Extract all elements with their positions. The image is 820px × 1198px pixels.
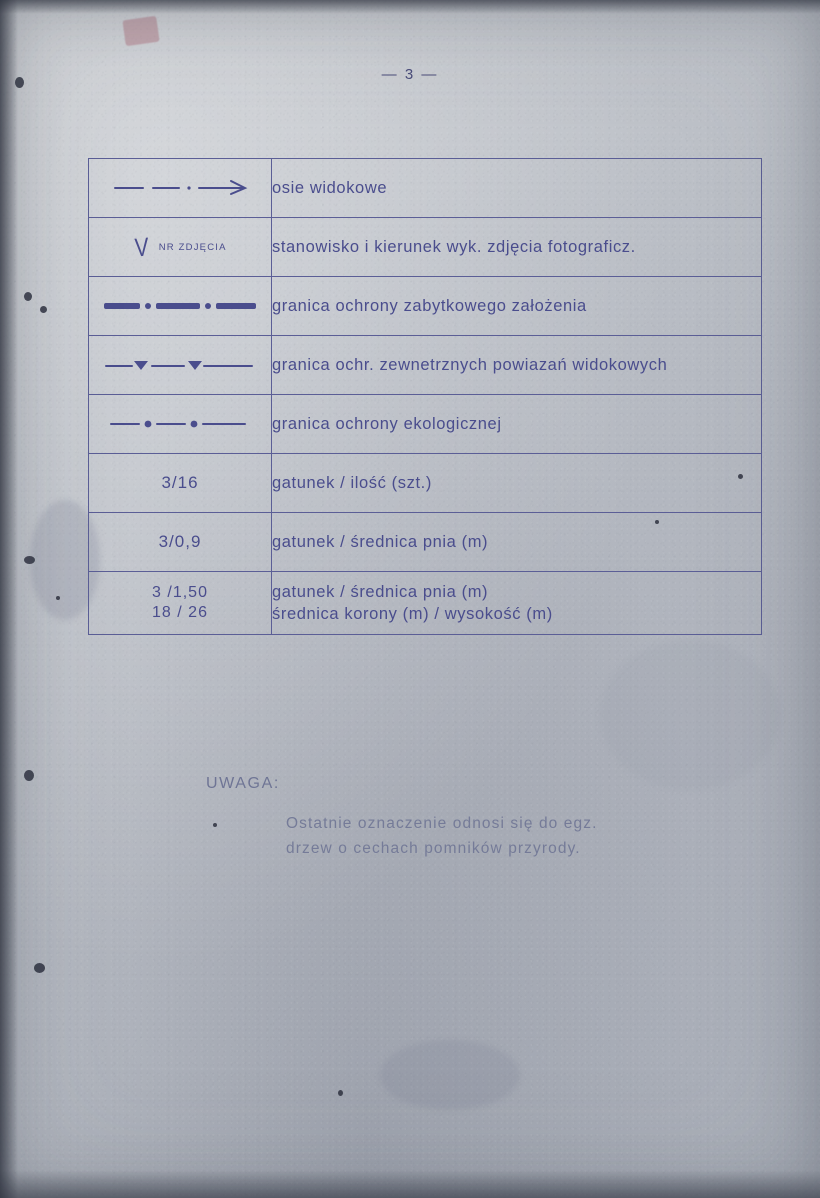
v-mark-icon: V	[134, 231, 150, 263]
legend-symbol-label: NR ZDJĘCIA	[158, 241, 227, 253]
thick-dash-dot-line-icon	[100, 298, 260, 314]
table-row	[89, 218, 762, 277]
legend-description: granica ochrony zabytkowego założenia	[272, 277, 762, 336]
table-row	[89, 454, 762, 513]
legend-description-line1: gatunek / średnica pnia (m)	[272, 582, 489, 601]
page-number: — 3 —	[381, 66, 439, 83]
table-row	[89, 395, 762, 454]
note-line-1: Ostatnie oznaczenie odnosi się do egz.	[286, 815, 598, 832]
legend-symbol-text: 3/0,9	[158, 532, 202, 551]
table-row	[89, 572, 762, 635]
dust-speck	[40, 306, 47, 313]
legend-symbol-photo-station	[89, 218, 272, 277]
legend-symbol-double-fraction	[89, 572, 272, 635]
dust-speck	[338, 1090, 343, 1096]
note-title: UWAGA:	[206, 775, 280, 792]
dust-speck	[24, 556, 35, 564]
legend-symbol-dash-dot-arrow	[89, 159, 272, 218]
legend-symbol-text-line2: 18 / 26	[152, 604, 208, 621]
legend-symbol-line-triangles	[89, 336, 272, 395]
pink-ink-mark	[122, 16, 159, 46]
table-row	[89, 336, 762, 395]
legend-description	[272, 572, 762, 635]
legend-symbol-fraction	[89, 454, 272, 513]
note-line-2: drzew o cechach pomników przyrody.	[286, 839, 581, 857]
table-row	[89, 159, 762, 218]
note-body	[286, 812, 598, 862]
dust-speck	[34, 963, 45, 973]
legend-symbol-text-line1: 3 /1,50	[152, 584, 208, 601]
dash-dot-arrow-icon	[105, 176, 255, 200]
legend-description: gatunek / ilość (szt.)	[272, 454, 762, 513]
legend-description: stanowisko i kierunek wyk. zdjęcia fotograficz.	[272, 218, 762, 277]
dust-speck	[56, 596, 60, 600]
dust-speck	[213, 823, 217, 827]
dust-speck	[24, 770, 34, 781]
line-with-dots-icon	[105, 416, 255, 432]
table-row	[89, 277, 762, 336]
legend-symbol-text: 3/16	[161, 473, 199, 492]
legend-description: gatunek / średnica pnia (m)	[272, 513, 762, 572]
legend-symbol-thick-dash-dot	[89, 277, 272, 336]
legend-symbol-fraction	[89, 513, 272, 572]
legend-symbol-line-dots	[89, 395, 272, 454]
dust-speck	[24, 292, 32, 301]
legend-description: granica ochrony ekologicznej	[272, 395, 762, 454]
table-row	[89, 513, 762, 572]
legend-table	[88, 158, 762, 635]
legend-description: osie widokowe	[272, 159, 762, 218]
line-with-triangles-icon	[100, 355, 260, 375]
legend-description: granica ochr. zewnetrznych powiazań widokowych	[272, 336, 762, 395]
legend-description-line2: średnica korony (m) / wysokość (m)	[272, 605, 553, 623]
